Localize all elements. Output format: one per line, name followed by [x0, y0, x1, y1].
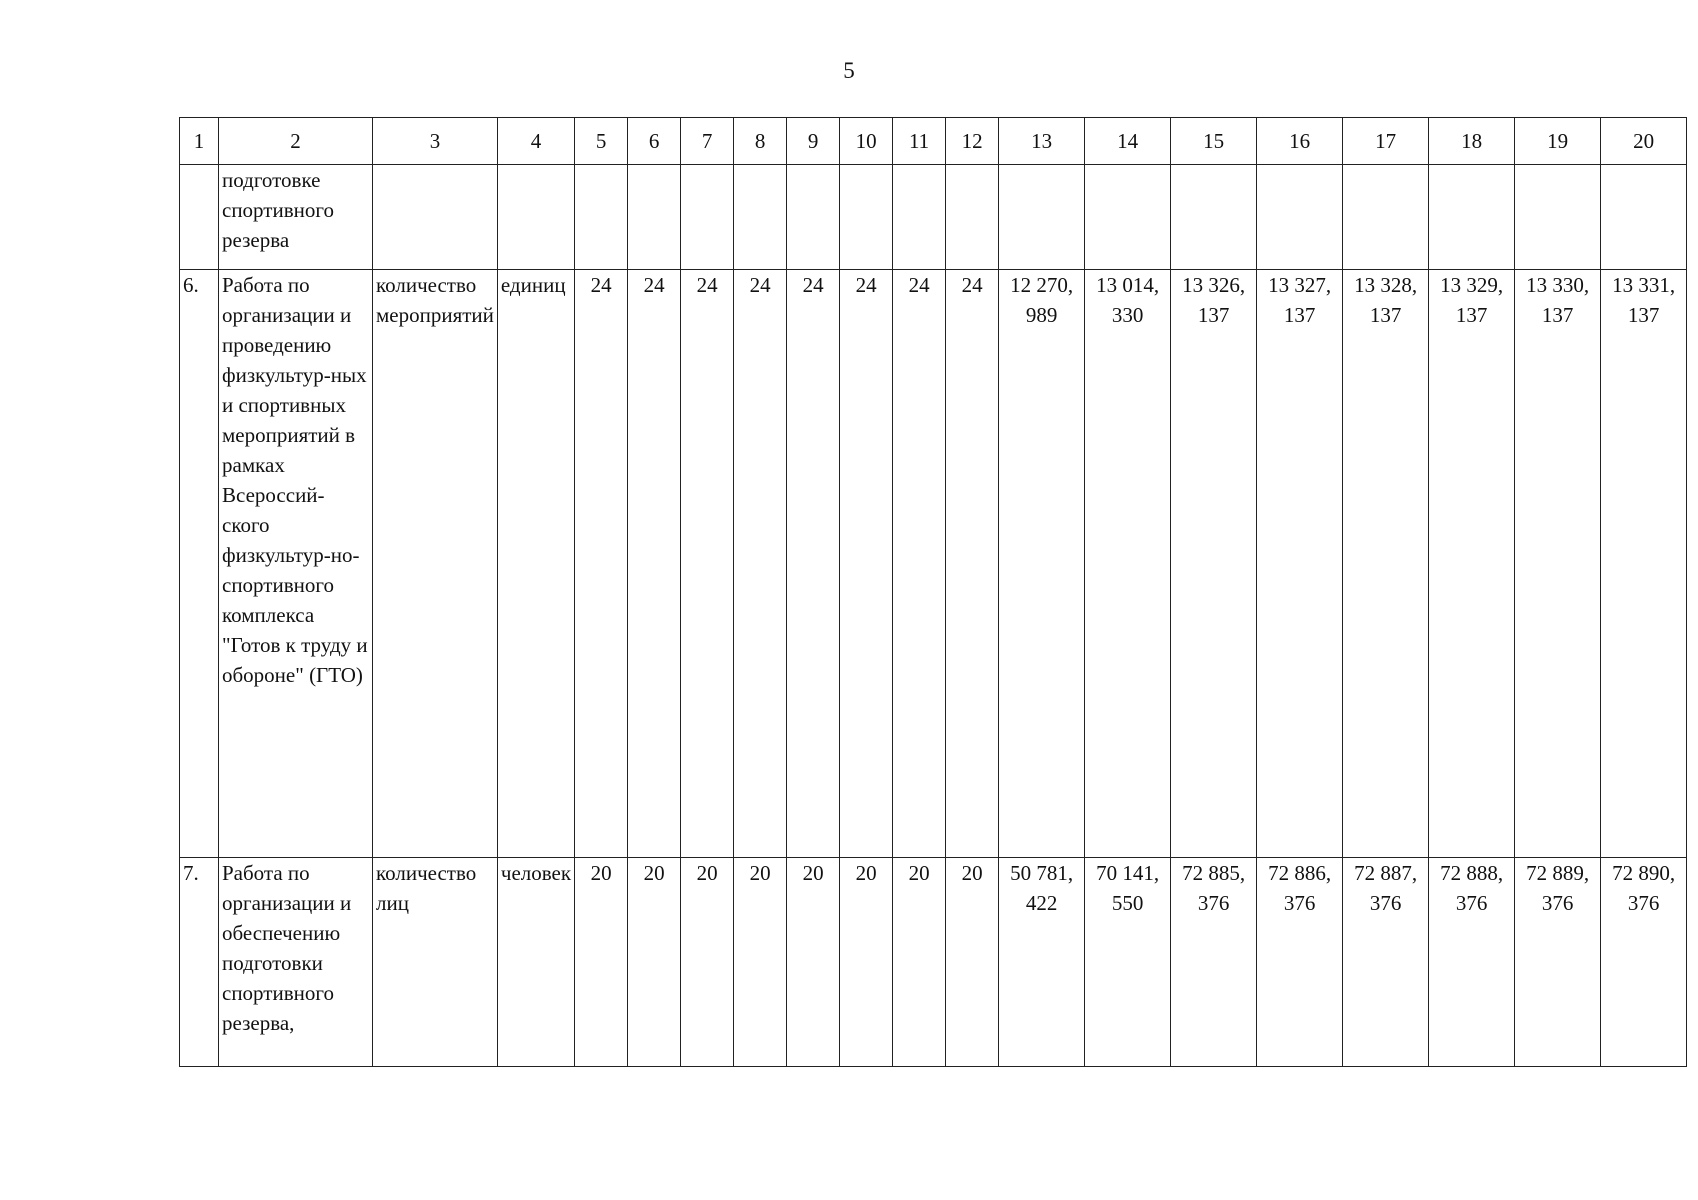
row-index	[180, 165, 219, 270]
amount-cell: 72 890, 376	[1601, 858, 1687, 1067]
column-header: 8	[734, 118, 787, 165]
column-header: 17	[1343, 118, 1429, 165]
amount-cell: 72 886, 376	[1257, 858, 1343, 1067]
amount-cell: 72 889, 376	[1515, 858, 1601, 1067]
value-cell: 24	[734, 270, 787, 858]
amount-cell: 72 885, 376	[1171, 858, 1257, 1067]
amount-cell	[1343, 165, 1429, 270]
column-header: 7	[681, 118, 734, 165]
amount-cell	[1429, 165, 1515, 270]
row-index: 6.	[180, 270, 219, 858]
value-cell: 24	[787, 270, 840, 858]
value-cell: 24	[946, 270, 999, 858]
row-index: 7.	[180, 858, 219, 1067]
value-cell: 20	[628, 858, 681, 1067]
amount-cell: 13 329, 137	[1429, 270, 1515, 858]
column-header: 11	[893, 118, 946, 165]
amount-cell: 12 270, 989	[999, 270, 1085, 858]
amount-cell: 50 781, 422	[999, 858, 1085, 1067]
amount-cell: 72 887, 376	[1343, 858, 1429, 1067]
value-cell: 20	[681, 858, 734, 1067]
column-header: 14	[1085, 118, 1171, 165]
amount-cell: 13 328, 137	[1343, 270, 1429, 858]
value-cell: 24	[628, 270, 681, 858]
column-header: 5	[575, 118, 628, 165]
amount-cell: 13 331, 137	[1601, 270, 1687, 858]
value-cell	[734, 165, 787, 270]
column-header: 4	[497, 118, 574, 165]
value-cell	[946, 165, 999, 270]
row-indicator: количество лиц	[373, 858, 498, 1067]
amount-cell: 13 014, 330	[1085, 270, 1171, 858]
column-header: 19	[1515, 118, 1601, 165]
value-cell	[787, 165, 840, 270]
table-row	[180, 270, 1687, 858]
page-number: 5	[843, 58, 855, 83]
value-cell	[681, 165, 734, 270]
value-cell: 24	[840, 270, 893, 858]
table-row	[180, 858, 1687, 1067]
amount-cell	[999, 165, 1085, 270]
value-cell: 20	[840, 858, 893, 1067]
value-cell: 20	[575, 858, 628, 1067]
table-row	[180, 165, 1687, 270]
value-cell	[840, 165, 893, 270]
row-unit: единиц	[497, 270, 574, 858]
row-name: Работа по организации и обеспечению подготовки спортивного резерва,	[219, 858, 373, 1067]
amount-cell	[1171, 165, 1257, 270]
column-header: 18	[1429, 118, 1515, 165]
amount-cell	[1515, 165, 1601, 270]
amount-cell: 70 141, 550	[1085, 858, 1171, 1067]
value-cell: 20	[787, 858, 840, 1067]
column-header: 13	[999, 118, 1085, 165]
row-name: подготовке спортивного резерва	[219, 165, 373, 270]
column-header: 15	[1171, 118, 1257, 165]
row-unit: человек	[497, 858, 574, 1067]
amount-cell	[1257, 165, 1343, 270]
row-indicator	[373, 165, 498, 270]
value-cell: 24	[575, 270, 628, 858]
column-header: 12	[946, 118, 999, 165]
header-row	[180, 118, 1687, 165]
value-cell: 20	[946, 858, 999, 1067]
column-header: 20	[1601, 118, 1687, 165]
column-header: 16	[1257, 118, 1343, 165]
budget-table	[179, 117, 1687, 1067]
value-cell	[893, 165, 946, 270]
value-cell	[575, 165, 628, 270]
column-header: 3	[373, 118, 498, 165]
amount-cell	[1085, 165, 1171, 270]
amount-cell	[1601, 165, 1687, 270]
column-header: 9	[787, 118, 840, 165]
amount-cell: 72 888, 376	[1429, 858, 1515, 1067]
column-header: 1	[180, 118, 219, 165]
value-cell: 24	[893, 270, 946, 858]
value-cell: 24	[681, 270, 734, 858]
row-name: Работа по организации и проведению физкультур-ных и спортивных мероприятий в рамках Всероссий-ского физкультур-но-спортивного комплекса "Готов к труду и обороне" (ГТО)	[219, 270, 373, 858]
value-cell: 20	[893, 858, 946, 1067]
value-cell	[628, 165, 681, 270]
row-indicator: количество мероприятий	[373, 270, 498, 858]
amount-cell: 13 326, 137	[1171, 270, 1257, 858]
value-cell: 20	[734, 858, 787, 1067]
column-header: 10	[840, 118, 893, 165]
column-header: 6	[628, 118, 681, 165]
amount-cell: 13 327, 137	[1257, 270, 1343, 858]
amount-cell: 13 330, 137	[1515, 270, 1601, 858]
column-header: 2	[219, 118, 373, 165]
row-unit	[497, 165, 574, 270]
